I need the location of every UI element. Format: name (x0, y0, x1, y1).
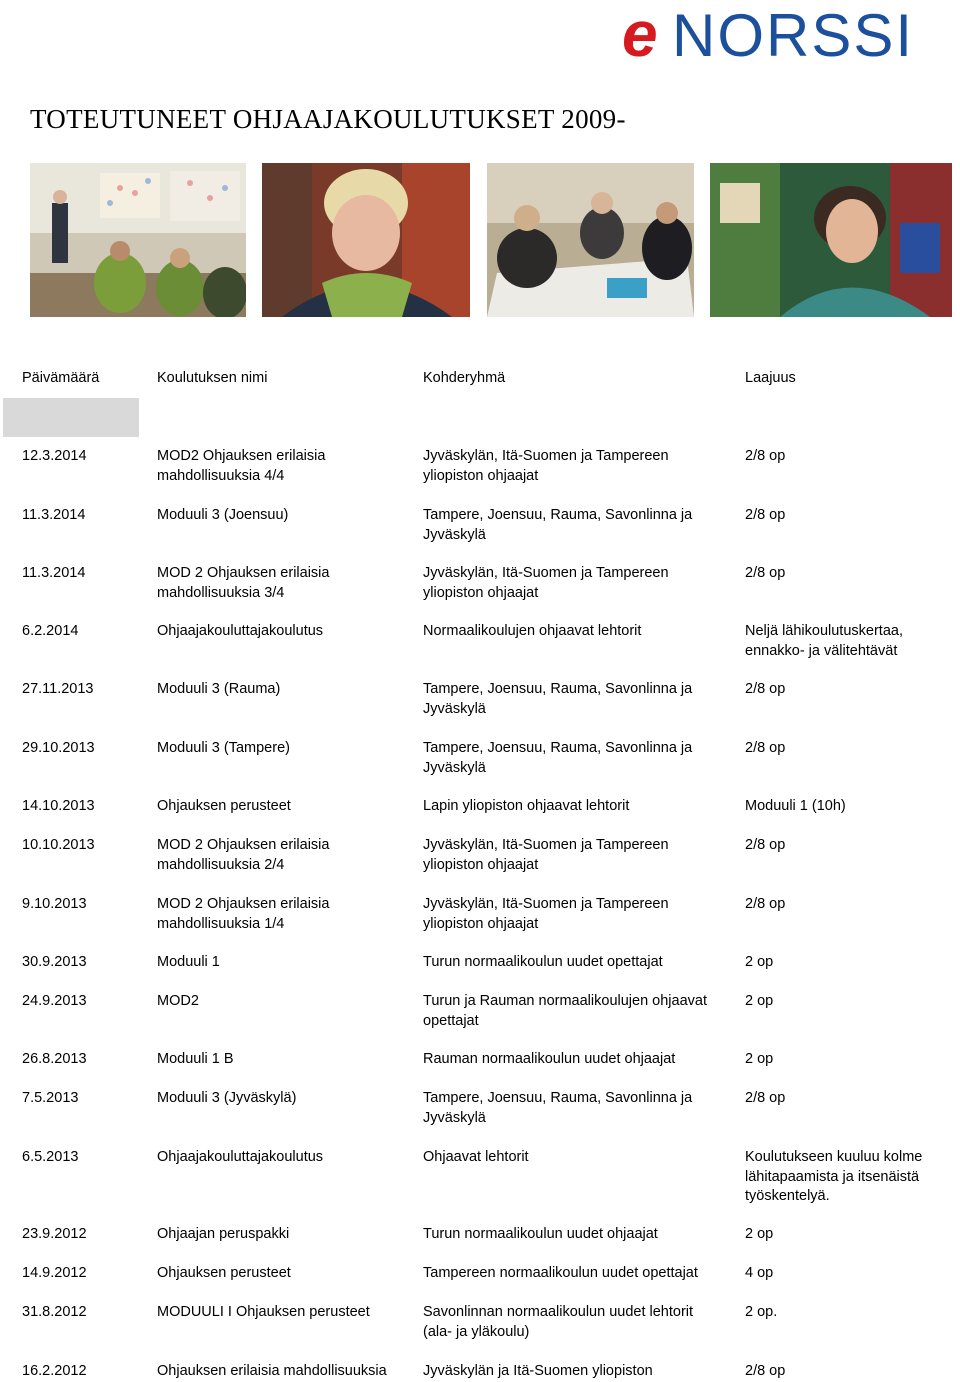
cell-scope: 2/8 op (745, 896, 786, 912)
cell-scope: 2 op (745, 1051, 774, 1067)
logo-letter-e: e (622, 0, 658, 62)
cell-course-name: Ohjaajan peruspakki (157, 1226, 290, 1242)
cell-target-group: Savonlinnan normaalikoulun uudet lehtorit (ala- ja yläkoulu) (423, 1304, 694, 1340)
cell-course-name: MODUULI I Ohjauksen perusteet (157, 1304, 370, 1320)
cell-scope: 2/8 op (745, 681, 786, 697)
cell-course-name: Moduuli 3 (Rauma) (157, 681, 281, 697)
photo-woman-classroom (710, 163, 952, 317)
cell-course-name: Moduuli 1 B (157, 1051, 234, 1067)
cell-target-group: Ohjaavat lehtorit (423, 1149, 529, 1165)
cell-course-name: MOD2 Ohjauksen erilaisia mahdollisuuksia 4/4 (157, 448, 326, 484)
cell-date: 27.11.2013 (22, 681, 94, 697)
cell-date: 31.8.2012 (22, 1304, 87, 1320)
header-target-group: Kohderyhmä (423, 370, 506, 386)
cell-date: 23.9.2012 (22, 1226, 87, 1242)
cell-course-name: Moduuli 1 (157, 954, 220, 970)
cell-course-name: MOD 2 Ohjauksen erilaisia mahdollisuuksia 2/4 (157, 837, 330, 873)
cell-scope: 2/8 op (745, 837, 786, 853)
cell-target-group: Normaalikoulujen ohjaavat lehtorit (423, 623, 642, 639)
page-title: TOTEUTUNEET OHJAAJAKOULUTUKSET 2009- (30, 104, 626, 134)
cell-scope: 2 op (745, 993, 774, 1009)
cell-course-name: Ohjauksen erilaisia mahdollisuuksia (157, 1363, 387, 1379)
cell-date: 6.5.2013 (22, 1149, 79, 1165)
cell-course-name: MOD 2 Ohjauksen erilaisia mahdollisuuksia 3/4 (157, 565, 330, 601)
enorssi-logo (620, 0, 940, 62)
cell-date: 14.9.2012 (22, 1265, 87, 1281)
cell-target-group: Tampere, Joensuu, Rauma, Savonlinna ja Jyväskylä (423, 507, 693, 543)
cell-target-group: Tampere, Joensuu, Rauma, Savonlinna ja Jyväskylä (423, 740, 693, 776)
cell-scope: Koulutukseen kuuluu kolme lähitapaamista ja itsenäistä työskentelyä. (745, 1149, 923, 1204)
cell-target-group: Jyväskylän, Itä-Suomen ja Tampereen yliopiston ohjaajat (423, 565, 669, 601)
cell-date: 12.3.2014 (22, 448, 87, 464)
cell-scope: Neljä lähikoulutuskertaa, ennakko- ja välitehtävät (745, 623, 903, 659)
cell-scope: 2/8 op (745, 1090, 786, 1106)
cell-target-group: Tampereen normaalikoulun uudet opettajat (423, 1265, 698, 1281)
cell-date: 6.2.2014 (22, 623, 79, 639)
cell-scope: 2/8 op (745, 507, 786, 523)
cell-date: 10.10.2013 (22, 837, 95, 853)
header-scope: Laajuus (745, 370, 796, 386)
cell-scope: 2/8 op (745, 740, 786, 756)
cell-target-group: Jyväskylän, Itä-Suomen ja Tampereen yliopiston ohjaajat (423, 448, 669, 484)
cell-date: 11.3.2014 (22, 565, 86, 581)
cell-scope: 4 op (745, 1265, 774, 1281)
cell-target-group: Tampere, Joensuu, Rauma, Savonlinna ja Jyväskylä (423, 681, 693, 717)
shaded-cell (3, 398, 139, 437)
cell-course-name: Moduuli 3 (Tampere) (157, 740, 290, 756)
cell-course-name: Ohjaajakouluttajakoulutus (157, 623, 324, 639)
cell-date: 26.8.2013 (22, 1051, 87, 1067)
cell-scope: Moduuli 1 (10h) (745, 798, 846, 814)
cell-course-name: Ohjaajakouluttajakoulutus (157, 1149, 324, 1165)
cell-scope: 2 op. (745, 1304, 778, 1320)
header-course-name: Koulutuksen nimi (157, 370, 268, 386)
logo-wordmark: NORSSI (672, 2, 915, 62)
cell-date: 11.3.2014 (22, 507, 86, 523)
cell-date: 29.10.2013 (22, 740, 95, 756)
cell-target-group: Jyväskylän, Itä-Suomen ja Tampereen yliopiston ohjaajat (423, 896, 669, 932)
cell-target-group: Turun normaalikoulun uudet opettajat (423, 954, 663, 970)
cell-target-group: Rauman normaalikoulun uudet ohjaajat (423, 1051, 676, 1067)
cell-target-group: Tampere, Joensuu, Rauma, Savonlinna ja Jyväskylä (423, 1090, 693, 1126)
cell-course-name: Moduuli 3 (Jyväskylä) (157, 1090, 297, 1106)
cell-target-group: Jyväskylän ja Itä-Suomen yliopiston (423, 1363, 653, 1379)
cell-course-name: MOD2 (157, 993, 199, 1009)
header-date: Päivämäärä (22, 370, 100, 386)
photo-woman-portrait (262, 163, 470, 317)
cell-scope: 2/8 op (745, 448, 786, 464)
cell-scope: 2/8 op (745, 565, 786, 581)
cell-course-name: MOD 2 Ohjauksen erilaisia mahdollisuuksia 1/4 (157, 896, 330, 932)
cell-date: 16.2.2012 (22, 1363, 87, 1379)
cell-target-group: Turun ja Rauman normaalikoulujen ohjaavat opettajat (423, 993, 707, 1029)
cell-course-name: Ohjauksen perusteet (157, 798, 291, 814)
cell-date: 24.9.2013 (22, 993, 87, 1009)
cell-course-name: Ohjauksen perusteet (157, 1265, 291, 1281)
cell-date: 9.10.2013 (22, 896, 87, 912)
cell-course-name: Moduuli 3 (Joensuu) (157, 507, 289, 523)
cell-scope: 2/8 op (745, 1363, 786, 1379)
cell-scope: 2 op (745, 954, 774, 970)
cell-target-group: Jyväskylän, Itä-Suomen ja Tampereen yliopiston ohjaajat (423, 837, 669, 873)
cell-date: 30.9.2013 (22, 954, 87, 970)
cell-target-group: Lapin yliopiston ohjaavat lehtorit (423, 798, 630, 814)
cell-date: 14.10.2013 (22, 798, 95, 814)
cell-target-group: Turun normaalikoulun uudet ohjaajat (423, 1226, 658, 1242)
cell-date: 7.5.2013 (22, 1090, 79, 1106)
photo-classroom-group (30, 163, 246, 317)
photo-meeting-table (487, 163, 694, 317)
cell-scope: 2 op (745, 1226, 774, 1242)
